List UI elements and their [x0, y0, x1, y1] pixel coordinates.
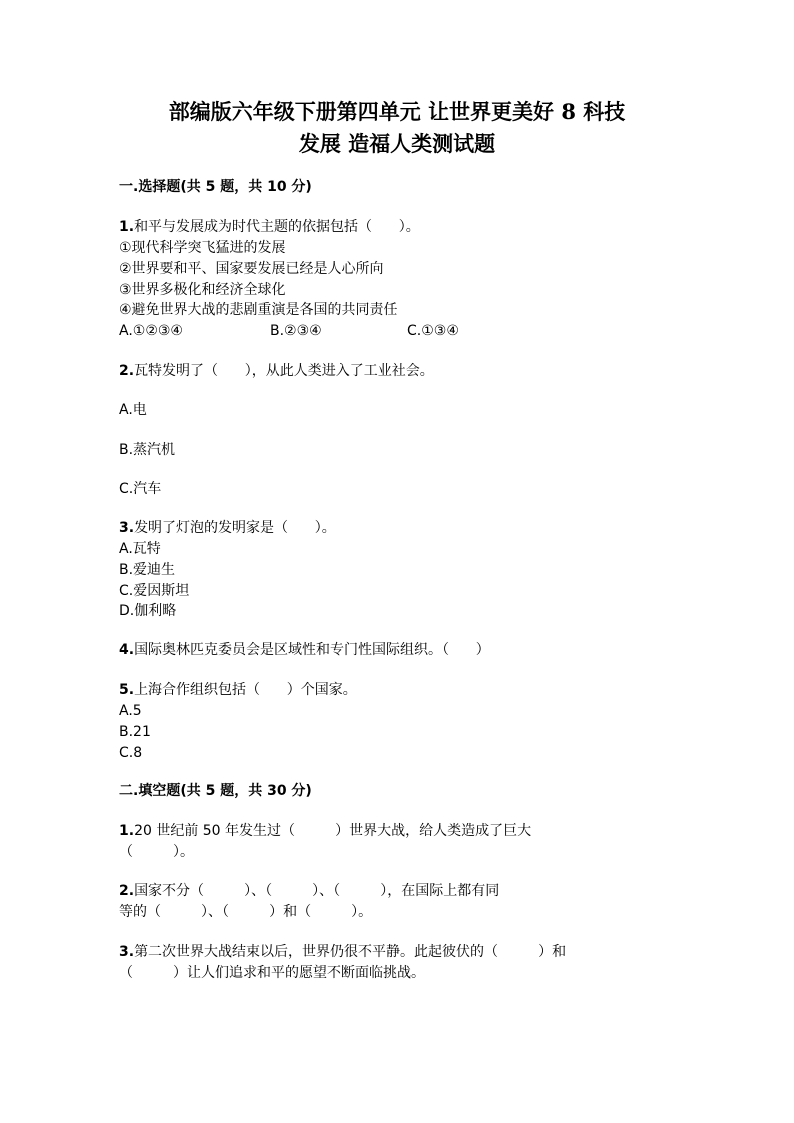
question-1-stem [119, 217, 420, 237]
question-number: 3. [119, 944, 135, 960]
option-b: B.②③④ [270, 323, 322, 339]
question-5-stem [119, 680, 357, 700]
question-3-stem [119, 518, 336, 538]
question-number: 3. [119, 520, 135, 536]
page-title [0, 96, 794, 160]
question-2-option-c: C.汽车 [119, 481, 162, 497]
question-5-option-b: B.21 [119, 724, 151, 740]
fill-question-1-line-1 [119, 821, 531, 841]
fill-question-3-line-1 [119, 942, 566, 962]
question-number: 1. [119, 219, 135, 235]
option-a: A.①②③④ [119, 323, 183, 339]
option-c: C.①③④ [407, 323, 459, 339]
question-text: 国际奥林匹克委员会是区域性和专门性国际组织。（ ） [134, 642, 490, 658]
question-1-item-2: ②世界要和平、国家要发展已经是人心所向 [119, 261, 384, 277]
question-3-option-b: B.爱迪生 [119, 562, 176, 578]
title-line-2: 发展 造福人类测试题 [298, 131, 496, 156]
question-1-item-3: ③世界多极化和经济全球化 [119, 282, 286, 298]
question-text: 20 世纪前 50 年发生过（ ）世界大战，给人类造成了巨大 [134, 823, 532, 839]
question-2-stem [119, 361, 434, 381]
question-text: 国家不分（ ）、（ ）、（ ），在国际上都有同 [134, 883, 500, 899]
question-number: 2. [119, 883, 135, 899]
question-1-item-4: ④避免世界大战的悲剧重演是各国的共同责任 [119, 302, 398, 318]
question-3-option-a: A.瓦特 [119, 541, 161, 557]
question-number: 2. [119, 363, 135, 379]
question-number: 4. [119, 642, 135, 658]
title-line-1: 部编版六年级下册第四单元 让世界更美好 8 科技 [168, 99, 626, 124]
question-text: 第二次世界大战结束以后，世界仍很不平静。此起彼伏的（ ）和 [134, 944, 567, 960]
question-text: 上海合作组织包括（ ）个国家。 [134, 682, 357, 698]
question-3-option-d: D.伽利略 [119, 603, 177, 619]
question-text: 和平与发展成为时代主题的依据包括（ ）。 [134, 219, 420, 235]
fill-question-3-line-2: （ ）让人们追求和平的愿望不断面临挑战。 [119, 965, 426, 981]
fill-question-2-line-2: 等的（ ）、（ ）和（ ）。 [119, 904, 373, 920]
question-text: 瓦特发明了（ ），从此人类进入了工业社会。 [134, 363, 434, 379]
question-2-option-b: B.蒸汽机 [119, 442, 176, 458]
section-heading-choice: 一.选择题(共 5 题，共 10 分) [119, 179, 312, 195]
fill-question-1-line-2: （ ）。 [119, 844, 195, 860]
question-3-option-c: C.爱因斯坦 [119, 583, 190, 599]
question-4-stem [119, 640, 490, 660]
question-number: 5. [119, 682, 135, 698]
question-5-option-a: A.5 [119, 703, 142, 719]
question-5-option-c: C.8 [119, 745, 143, 761]
question-2-option-a: A.电 [119, 402, 147, 418]
fill-question-2-line-1 [119, 881, 499, 901]
question-1-item-1: ①现代科学突飞猛进的发展 [119, 240, 286, 256]
section-heading-fill: 二.填空题(共 5 题，共 30 分) [119, 783, 312, 799]
question-number: 1. [119, 823, 135, 839]
question-text: 发明了灯泡的发明家是（ ）。 [134, 520, 336, 536]
